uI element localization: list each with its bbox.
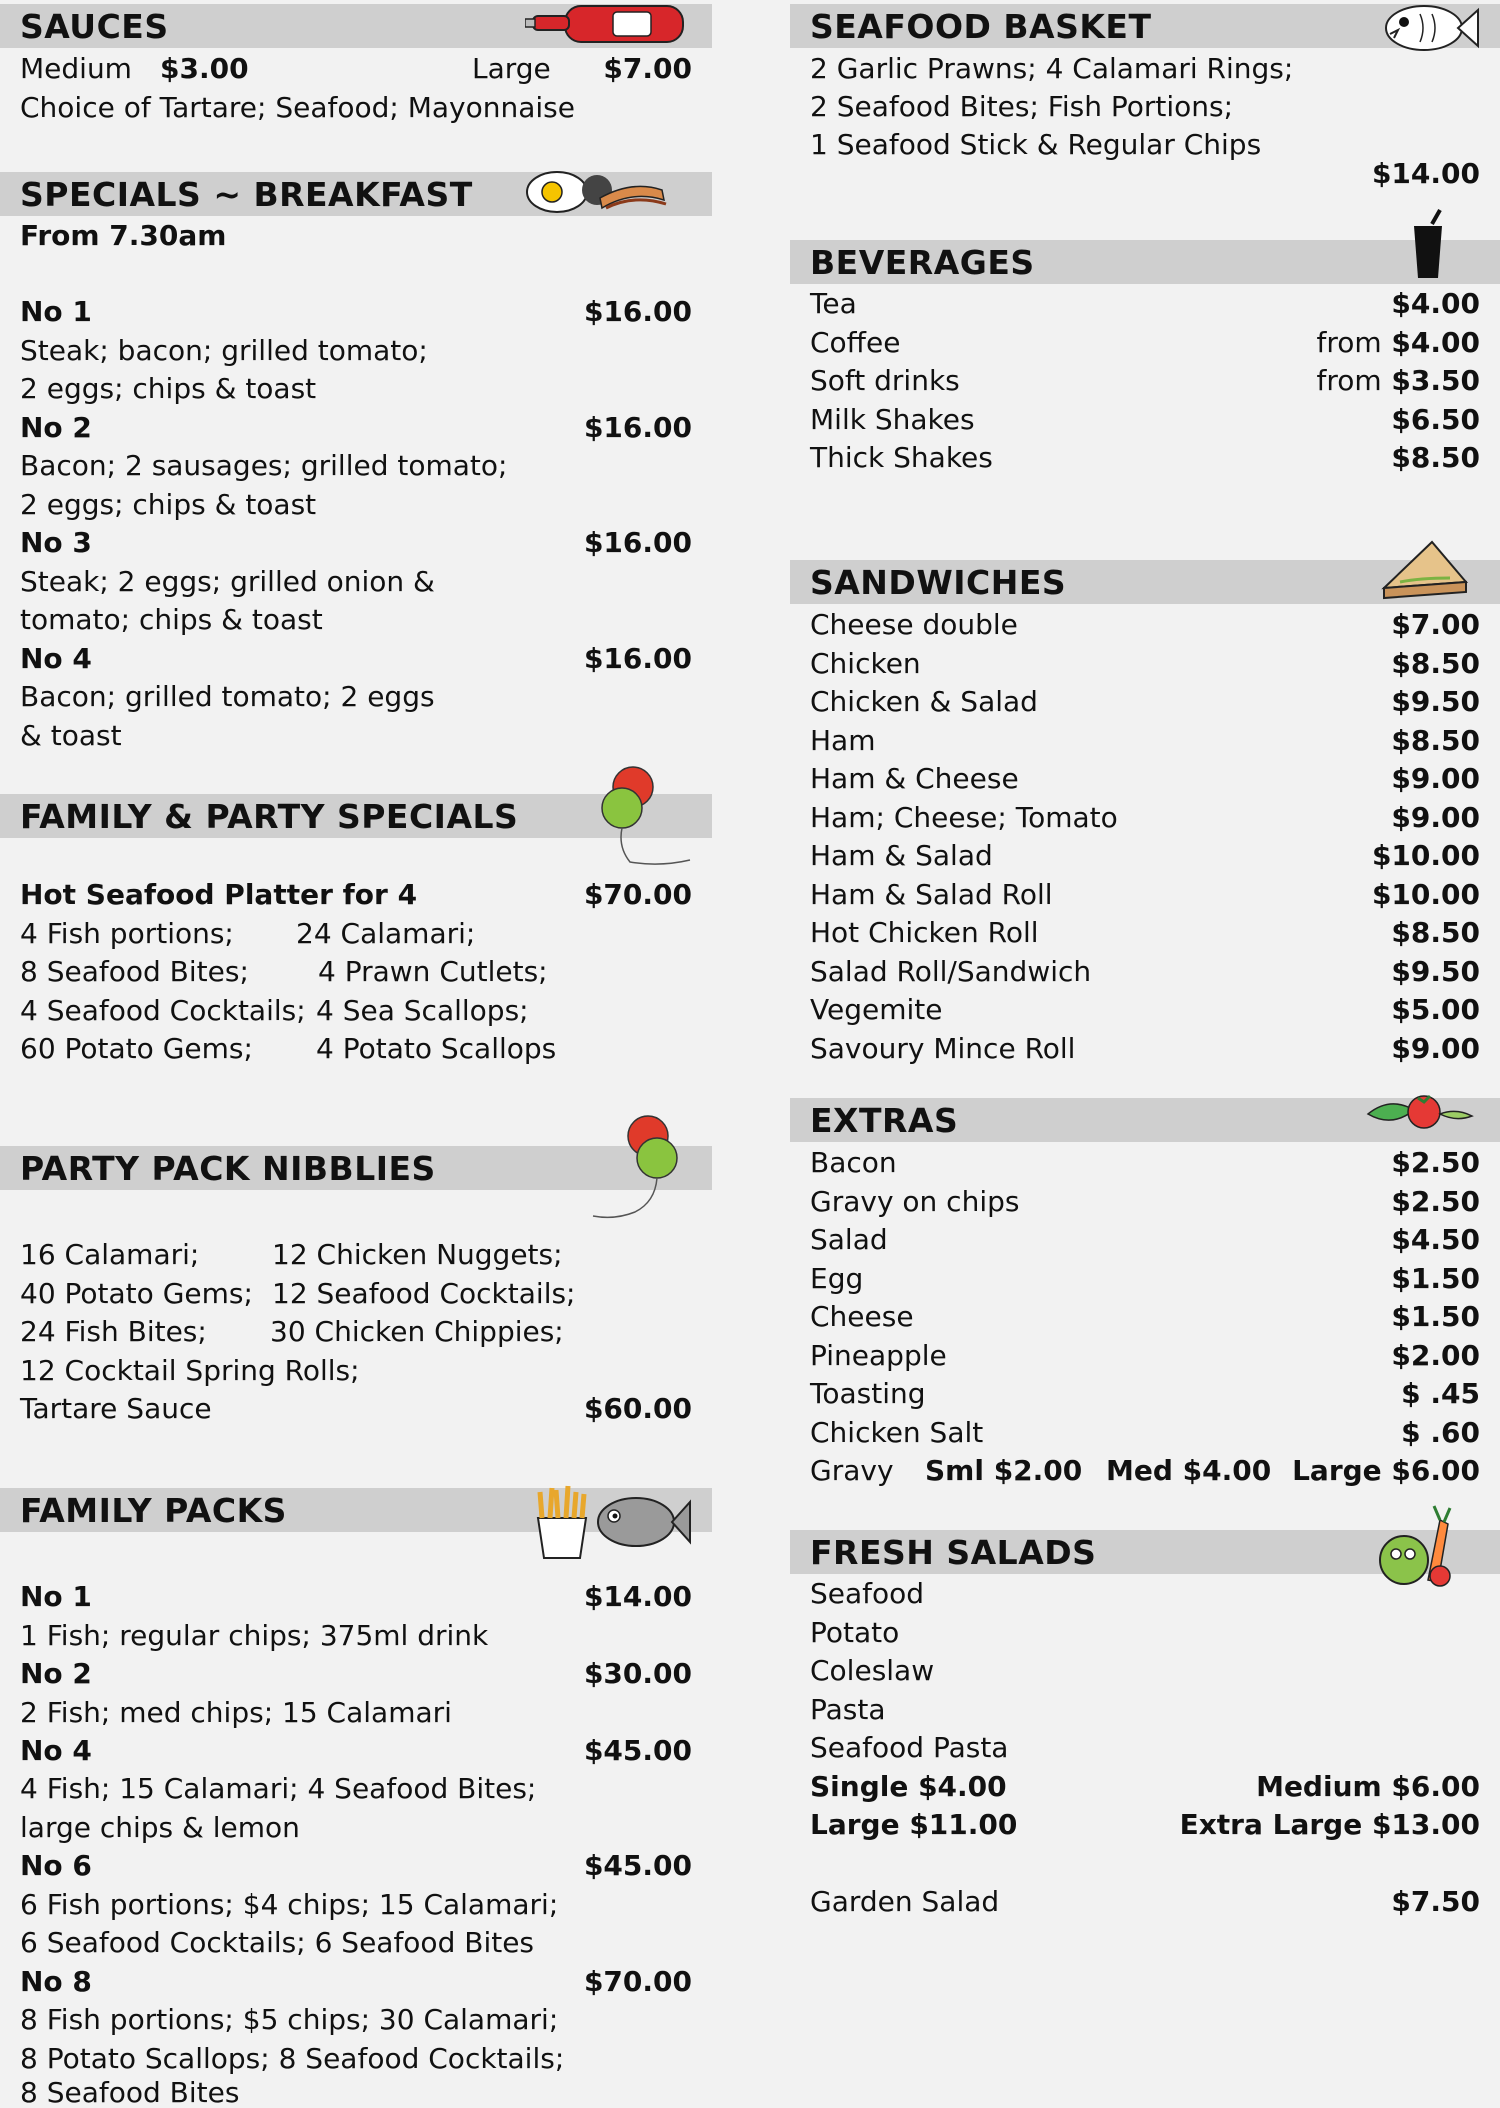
salads-header: FRESH SALADS: [790, 1530, 1500, 1574]
family-pack-name: No 2: [20, 1657, 92, 1690]
extra-price: $1.50: [1391, 1300, 1480, 1333]
platter-line: 4 Sea Scallops;: [316, 994, 529, 1027]
basket-line: 1 Seafood Stick & Regular Chips: [810, 128, 1262, 161]
seafood-basket-header: SEAFOOD BASKET: [790, 4, 1500, 48]
extra-price: $1.50: [1391, 1262, 1480, 1295]
sauces-header: SAUCES: [0, 4, 712, 48]
sandwich-price: $7.00: [1391, 608, 1480, 641]
sandwich-name: Vegemite: [810, 993, 943, 1026]
extra-price: $2.00: [1391, 1339, 1480, 1372]
sandwich-price: $5.00: [1391, 993, 1480, 1026]
party-pack-line: 16 Calamari;: [20, 1238, 200, 1271]
family-pack-desc: 1 Fish; regular chips; 375ml drink: [20, 1619, 489, 1652]
sandwich-name: Cheese double: [810, 608, 1018, 641]
garden-salad-price: $7.50: [1391, 1885, 1480, 1918]
breakfast-item-desc: & toast: [20, 719, 122, 752]
platter-name: Hot Seafood Platter for 4: [20, 878, 418, 911]
breakfast-item-name: No 3: [20, 526, 92, 559]
extra-price: $ .60: [1401, 1416, 1480, 1449]
breakfast-item-desc: Steak; bacon; grilled tomato;: [20, 334, 428, 367]
salad-character-icon: [1368, 1500, 1464, 1596]
extra-price: $4.50: [1391, 1223, 1480, 1256]
sandwich-name: Ham & Cheese: [810, 762, 1019, 795]
family-pack-desc: 8 Seafood Bites: [20, 2076, 240, 2108]
breakfast-item-desc: Bacon; grilled tomato; 2 eggs: [20, 680, 435, 713]
salad-name: Potato: [810, 1616, 900, 1649]
party-pack-header: PARTY PACK NIBBLIES: [0, 1146, 712, 1190]
platter-line: 4 Prawn Cutlets;: [318, 955, 548, 988]
sandwich-name: Ham & Salad: [810, 839, 993, 872]
basket-line: 2 Garlic Prawns; 4 Calamari Rings;: [810, 52, 1294, 85]
gravy-label: Gravy: [810, 1454, 894, 1487]
extra-name: Gravy on chips: [810, 1185, 1020, 1218]
beverage-price: $4.00: [1391, 287, 1480, 320]
family-pack-name: No 6: [20, 1849, 92, 1882]
family-pack-name: No 4: [20, 1734, 92, 1767]
family-pack-price: $14.00: [583, 1580, 692, 1613]
platter-line: 24 Calamari;: [296, 917, 476, 950]
beverage-name: Coffee: [810, 326, 901, 359]
sandwich-price: $9.00: [1391, 801, 1480, 834]
party-pack-line: 30 Chicken Chippies;: [270, 1315, 564, 1348]
sauces-large-label: Large: [472, 52, 551, 85]
party-pack-price: $60.00: [583, 1392, 692, 1425]
family-pack-desc: 4 Fish; 15 Calamari; 4 Seafood Bites;: [20, 1772, 537, 1805]
family-pack-name: No 1: [20, 1580, 92, 1613]
sandwich-icon: [1380, 538, 1470, 600]
party-pack-line: 40 Potato Gems;: [20, 1277, 253, 1310]
sandwich-name: Ham; Cheese; Tomato: [810, 801, 1118, 834]
family-pack-price: $45.00: [583, 1849, 692, 1882]
breakfast-item-name: No 2: [20, 411, 92, 444]
garden-salad-name: Garden Salad: [810, 1885, 1000, 1918]
sandwiches-header: SANDWICHES: [790, 560, 1500, 604]
sandwich-name: Chicken: [810, 647, 921, 680]
extra-name: Bacon: [810, 1146, 897, 1179]
extra-price: $2.50: [1391, 1146, 1480, 1179]
platter-line: 4 Potato Scallops: [316, 1032, 557, 1065]
breakfast-item-desc: tomato; chips & toast: [20, 603, 323, 636]
ketchup-bottle-icon: [525, 0, 690, 46]
sandwich-name: Salad Roll/Sandwich: [810, 955, 1092, 988]
drink-cup-icon: [1408, 208, 1448, 280]
sandwich-price: $8.50: [1391, 916, 1480, 949]
basket-line: 2 Seafood Bites; Fish Portions;: [810, 90, 1234, 123]
family-packs-header: FAMILY PACKS: [0, 1488, 712, 1532]
family-pack-price: $30.00: [583, 1657, 692, 1690]
vegetables-icon: [1364, 1088, 1474, 1134]
chips-fish-icon: [532, 1478, 692, 1560]
breakfast-item-price: $16.00: [583, 526, 692, 559]
sandwich-name: Ham & Salad Roll: [810, 878, 1053, 911]
breakfast-item-desc: 2 eggs; chips & toast: [20, 372, 317, 405]
extra-name: Pineapple: [810, 1339, 947, 1372]
balloons-icon: [585, 1112, 690, 1224]
salad-medium-price: Medium $6.00: [1256, 1770, 1480, 1803]
egg-bacon-icon: [522, 160, 672, 220]
sandwich-price: $10.00: [1371, 839, 1480, 872]
gravy-large-price: Large $6.00: [1292, 1454, 1480, 1487]
sandwich-price: $9.00: [1391, 1032, 1480, 1065]
platter-line: 4 Fish portions;: [20, 917, 234, 950]
sandwich-price: $8.50: [1391, 724, 1480, 757]
beverage-price: from $4.00: [1316, 326, 1480, 359]
family-party-header: FAMILY & PARTY SPECIALS: [0, 794, 712, 838]
family-pack-desc: large chips & lemon: [20, 1811, 300, 1844]
sandwich-name: Chicken & Salad: [810, 685, 1038, 718]
salad-name: Pasta: [810, 1693, 886, 1726]
party-pack-line: 12 Cocktail Spring Rolls;: [20, 1354, 360, 1387]
extra-price: $ .45: [1401, 1377, 1480, 1410]
breakfast-item-desc: 2 eggs; chips & toast: [20, 488, 317, 521]
beverage-name: Milk Shakes: [810, 403, 975, 436]
platter-line: 4 Seafood Cocktails;: [20, 994, 306, 1027]
breakfast-item-name: No 1: [20, 295, 92, 328]
breakfast-item-price: $16.00: [583, 295, 692, 328]
sandwich-price: $9.00: [1391, 762, 1480, 795]
family-pack-desc: 8 Fish portions; $5 chips; 30 Calamari;: [20, 2003, 559, 2036]
salad-name: Coleslaw: [810, 1654, 935, 1687]
platter-line: 8 Seafood Bites;: [20, 955, 249, 988]
extra-name: Chicken Salt: [810, 1416, 984, 1449]
sauces-medium-label: Medium: [20, 52, 132, 85]
beverage-name: Tea: [810, 287, 857, 320]
platter-line: 60 Potato Gems;: [20, 1032, 253, 1065]
breakfast-header: SPECIALS ~ BREAKFAST: [0, 172, 712, 216]
sandwich-price: $8.50: [1391, 647, 1480, 680]
breakfast-item-desc: Steak; 2 eggs; grilled onion &: [20, 565, 435, 598]
beverage-name: Soft drinks: [810, 364, 960, 397]
party-pack-line: 12 Chicken Nuggets;: [272, 1238, 563, 1271]
sandwich-price: $10.00: [1371, 878, 1480, 911]
party-pack-line: 12 Seafood Cocktails;: [272, 1277, 576, 1310]
salad-name: Seafood: [810, 1577, 925, 1610]
salad-large-price: Large $11.00: [810, 1808, 1018, 1841]
beverage-price: $6.50: [1391, 403, 1480, 436]
family-pack-desc: 2 Fish; med chips; 15 Calamari: [20, 1696, 452, 1729]
salad-single-price: Single $4.00: [810, 1770, 1007, 1803]
breakfast-item-price: $16.00: [583, 642, 692, 675]
party-pack-line: 24 Fish Bites;: [20, 1315, 207, 1348]
extras-header: EXTRAS: [790, 1098, 1500, 1142]
gravy-med-price: Med $4.00: [1106, 1454, 1272, 1487]
extra-name: Toasting: [810, 1377, 926, 1410]
party-pack-line: Tartare Sauce: [20, 1392, 212, 1425]
breakfast-item-name: No 4: [20, 642, 92, 675]
breakfast-item-desc: Bacon; 2 sausages; grilled tomato;: [20, 449, 508, 482]
fish-icon: [1380, 0, 1480, 58]
balloons-icon: [590, 762, 695, 872]
family-pack-desc: 6 Seafood Cocktails; 6 Seafood Bites: [20, 1926, 535, 1959]
breakfast-subtitle: From 7.30am: [20, 219, 227, 252]
sandwich-price: $9.50: [1391, 685, 1480, 718]
sandwich-name: Ham: [810, 724, 876, 757]
sandwich-name: Savoury Mince Roll: [810, 1032, 1076, 1065]
salad-name: Seafood Pasta: [810, 1731, 1009, 1764]
beverage-name: Thick Shakes: [810, 441, 993, 474]
extra-price: $2.50: [1391, 1185, 1480, 1218]
basket-price: $14.00: [1371, 157, 1480, 190]
beverage-price: $8.50: [1391, 441, 1480, 474]
family-pack-desc: 8 Potato Scallops; 8 Seafood Cocktails;: [20, 2042, 565, 2075]
family-pack-price: $45.00: [583, 1734, 692, 1767]
extra-name: Egg: [810, 1262, 864, 1295]
sauces-medium-price: $3.00: [160, 52, 249, 85]
family-pack-desc: 6 Fish portions; $4 chips; 15 Calamari;: [20, 1888, 559, 1921]
extra-name: Cheese: [810, 1300, 914, 1333]
family-pack-price: $70.00: [583, 1965, 692, 1998]
sauces-large-price: $7.00: [603, 52, 692, 85]
gravy-sml-price: Sml $2.00: [925, 1454, 1083, 1487]
platter-price: $70.00: [583, 878, 692, 911]
sandwich-price: $9.50: [1391, 955, 1480, 988]
sandwich-name: Hot Chicken Roll: [810, 916, 1039, 949]
breakfast-item-price: $16.00: [583, 411, 692, 444]
family-pack-name: No 8: [20, 1965, 92, 1998]
extra-name: Salad: [810, 1223, 888, 1256]
salad-extra-large-price: Extra Large $13.00: [1179, 1808, 1480, 1841]
sauces-choice: Choice of Tartare; Seafood; Mayonnaise: [20, 91, 575, 124]
beverages-header: BEVERAGES: [790, 240, 1500, 284]
beverage-price: from $3.50: [1316, 364, 1480, 397]
